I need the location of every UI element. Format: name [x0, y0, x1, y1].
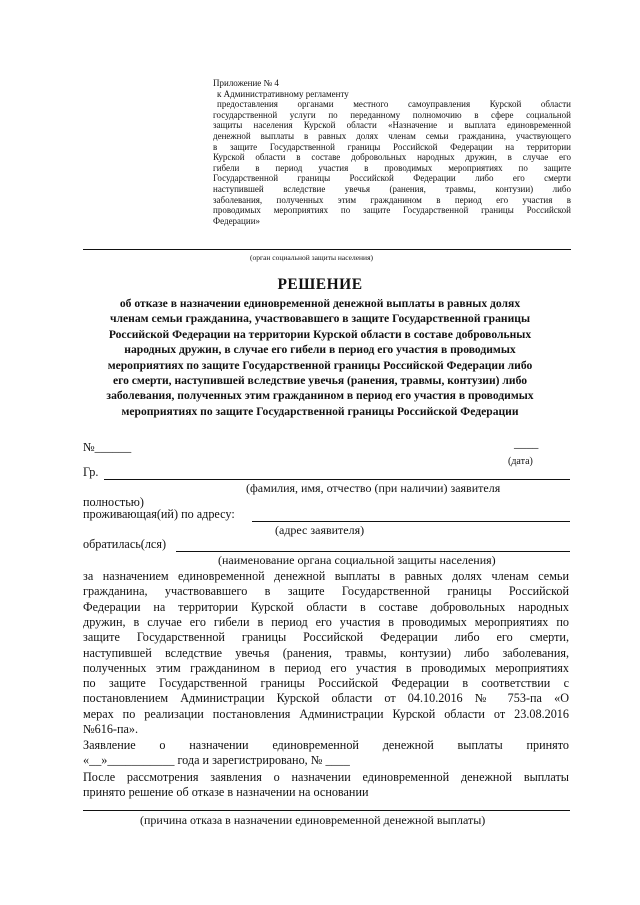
body-line-last: №616-па». [83, 722, 139, 736]
appendix-ref: к Административному регламенту [217, 88, 349, 99]
date-caption: (дата) [508, 456, 533, 467]
appendix-number: Приложение № 4 [213, 78, 279, 88]
body-line: гражданина, участвовавшего в защите Государственной границы Российской [83, 584, 569, 599]
document-title: РЕШЕНИЕ [277, 276, 363, 293]
subtitle-line: членам семьи гражданина, участвовавшего в защите Государственной границы [109, 312, 531, 326]
appendix-line: защиты населения Курской области «Назначение и выплата единовременной [213, 120, 571, 131]
date-blank[interactable]: ____ [514, 436, 539, 450]
appendix-line: в защите Государственной границы Российской Федерации на территории [213, 141, 571, 152]
subtitle-line: мероприятиях по защите Государственной границы Российской Федерации [121, 404, 519, 418]
reason-field[interactable] [83, 810, 570, 811]
organ-name-field[interactable] [176, 551, 570, 552]
fio-caption-cont: полностью) [83, 495, 144, 509]
subtitle-line: об отказе в назначении единовременной денежной выплаты в равных долях [119, 297, 521, 310]
appendix-line: предоставления органами местного самоуправления Курской области [217, 99, 571, 110]
organ-line [83, 249, 571, 250]
appendix-line: денежной выплаты в равных долях членам семьи гражданина, участвующего [213, 130, 571, 141]
registered-line[interactable]: «__»___________ года и зарегистрировано, № ____ [83, 753, 350, 767]
body-line: мерах по реализации постановления Администрации Курской области от 23.08.2016 [83, 706, 569, 721]
body-line: дружин, в случае его гибели в период его участия в проводимых мероприятиях по [83, 614, 569, 629]
appendix-line: Федерации» [213, 215, 261, 226]
subtitle-line: заболевания, полученных этим гражданином в период его участия в проводимых [106, 389, 534, 403]
appendix-line: наступившей вследствие увечья (ранения, травмы, контузии) либо [213, 183, 571, 194]
review-line-2: принято решение об отказе в назначении на основании [83, 785, 369, 799]
decision-number[interactable]: №______ [83, 440, 132, 454]
body-line: постановлением Администрации Курской области от 04.10.2016 № 753-па «О [83, 691, 569, 706]
citizen-fio-field[interactable] [104, 479, 570, 480]
appendix-header [213, 78, 571, 226]
body-line: наступившей вследствие увечья (ранения, травмы, контузии) либо заболевания, [83, 645, 569, 660]
appendix-line: гибели в период участия в проводимых мероприятиях по защите [213, 162, 571, 173]
body-line: Федерации на территории Курской области в составе добровольных народных [83, 599, 569, 614]
body-line: защите Государственной границы Российской Федерации либо его смерти, [83, 630, 569, 645]
subtitle-line: Российской Федерации на территории Курской области в составе добровольных [108, 327, 532, 341]
appendix-line: Государственной границы Российской Федерации либо его смерти [213, 173, 571, 184]
address-caption: (адрес заявителя) [275, 523, 365, 537]
subtitle-line: мероприятиях по защите Государственной границы Российской Федерации либо [107, 358, 533, 372]
appendix-line: заболевания, полученных этим гражданином в период его участия в [213, 194, 571, 205]
appendix-line: проводимых мероприятиях по защите Государственной границы Российской [213, 205, 571, 216]
subtitle-line: народных дружин, в случае его гибели в период его участия в проводимых [124, 343, 516, 357]
application-line: Заявление о назначении единовременной денежной выплаты принято [83, 738, 569, 752]
fio-caption: (фамилия, имя, отчество (при наличии) заявителя [246, 481, 501, 495]
citizen-prefix: Гр. [83, 465, 99, 479]
body-line: за назначением единовременной денежной выплаты в равных долях членам семьи [83, 569, 569, 583]
body-line: полученных этим гражданином в период его участия в проводимых мероприятиях [83, 660, 569, 675]
organ-caption: (орган социальной защиты населения) [250, 253, 374, 262]
document-subtitle [82, 296, 558, 419]
address-label: проживающая(ий) по адресу: [83, 507, 235, 521]
appendix-line: Курской области в составе добровольных народных дружин, в случае его [213, 152, 571, 163]
appendix-line: государственной услуги по переданному полномочию в сфере социальной [213, 109, 571, 120]
organ-name-caption: (наименование органа социальной защиты населения) [218, 553, 496, 567]
address-field[interactable] [252, 521, 570, 522]
subtitle-line: его смерти, наступившей вследствие увечья (ранения, травмы, контузии) либо [112, 374, 528, 388]
body-line: по защите Государственной границы Российской Федерации в соответствии с [83, 676, 569, 691]
reason-caption: (причина отказа в назначении единовременной денежной выплаты) [140, 813, 486, 827]
applied-label: обратилась(лся) [83, 537, 167, 551]
review-line: После рассмотрения заявления о назначении единовременной денежной выплаты [83, 770, 569, 784]
